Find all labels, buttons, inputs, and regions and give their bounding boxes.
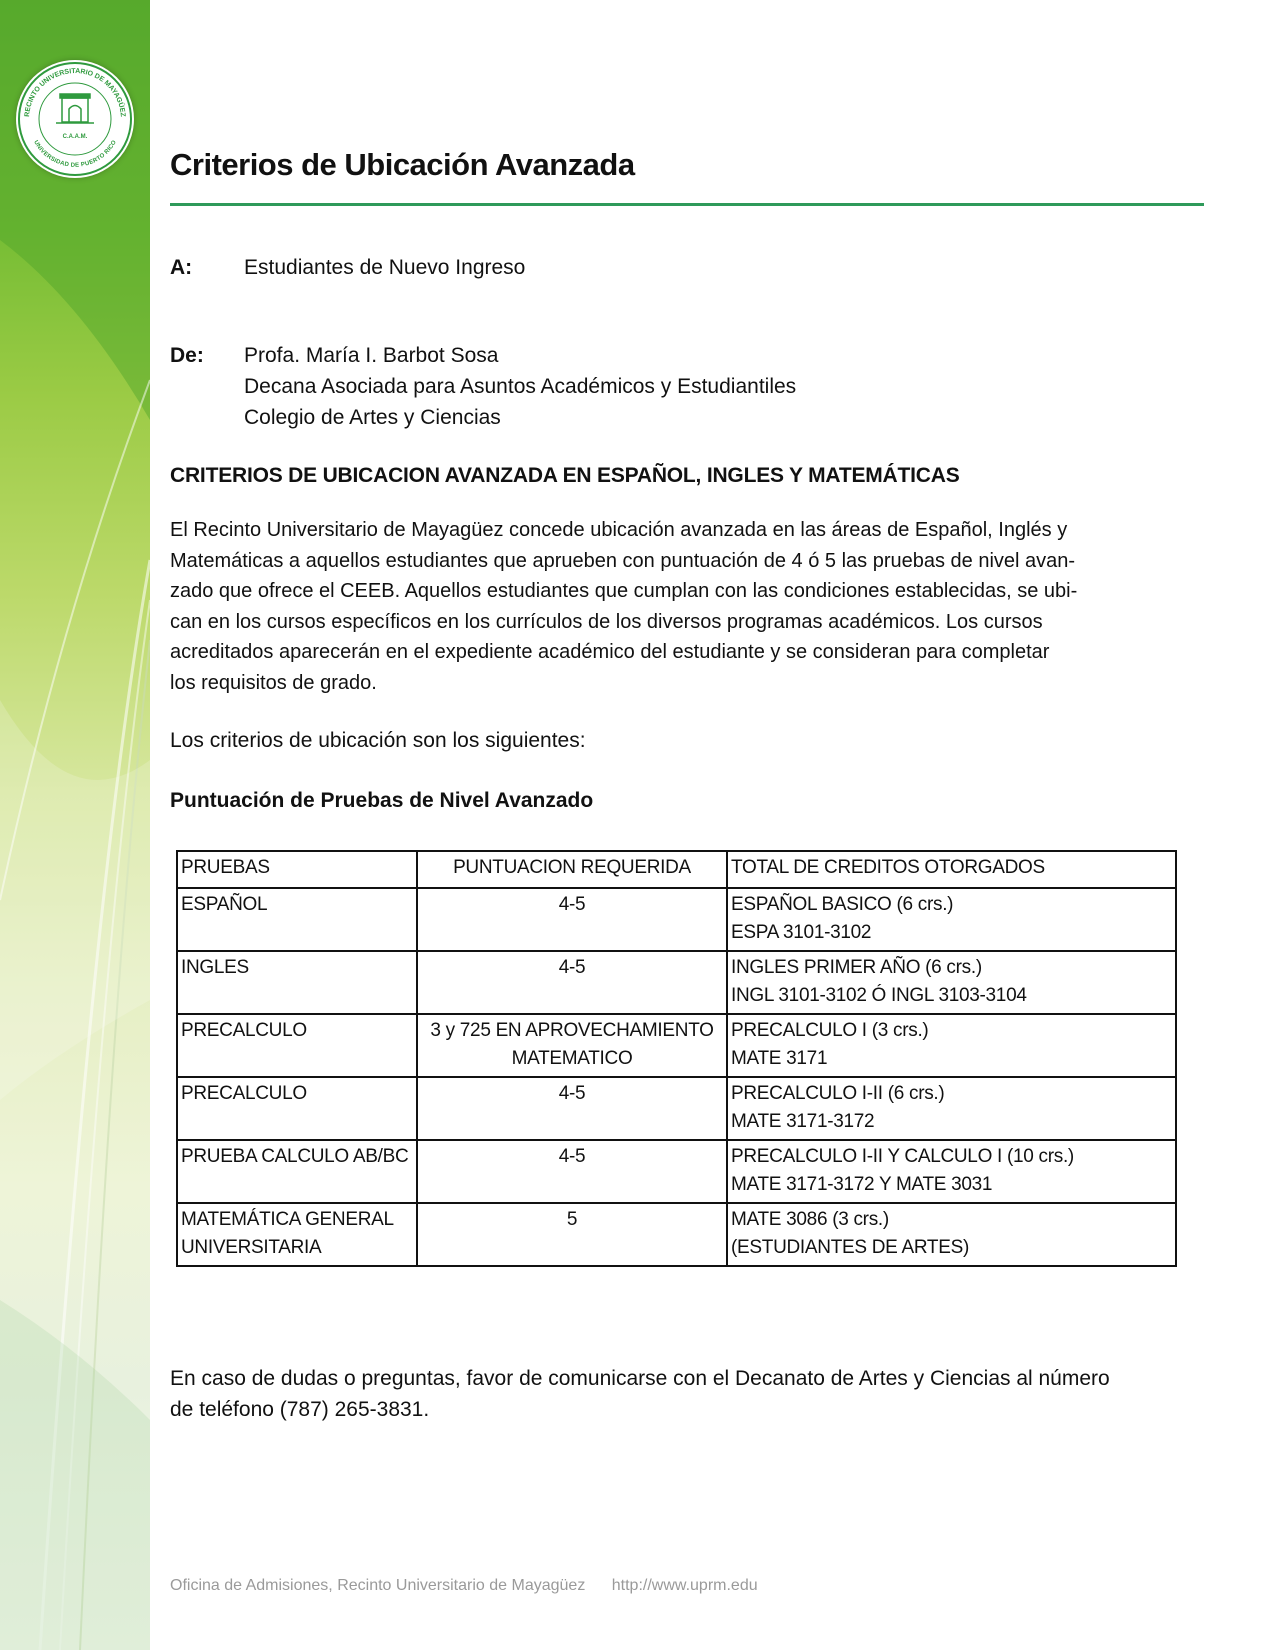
cell-creditos-line: MATE 3171 [731, 1048, 828, 1069]
cell-creditos-line: MATE 3171-3172 [731, 1111, 875, 1132]
footer-url-link[interactable]: http://www.uprm.edu [611, 1577, 758, 1594]
document-body [170, 0, 1204, 1637]
cell-puntuacion [417, 1077, 727, 1140]
body-line: acreditados aparecerán en el expediente académico del estudiante y se consideran para completar [170, 641, 1050, 663]
seal-ring-text-bottom: UNIVERSIDAD DE PUERTO RICO [32, 139, 118, 170]
cell-creditos-line: MATE 3086 (3 crs.) [731, 1209, 889, 1230]
table-header-row [177, 851, 1176, 888]
table-row [177, 951, 1176, 1014]
cell-prueba [177, 1140, 417, 1203]
cell-prueba [177, 951, 417, 1014]
cell-creditos-line: PRECALCULO I-II Y CALCULO I (10 crs.) [731, 1146, 1074, 1167]
cell-puntuacion-line: 4-5 [558, 894, 586, 915]
cell-creditos [727, 1140, 1176, 1203]
cell-creditos-line: ESPA 3101-3102 [731, 922, 872, 943]
sidebar-swoosh-graphic [0, 0, 150, 1650]
criteria-table [176, 850, 1177, 1267]
cell-puntuacion [417, 1140, 727, 1203]
title-divider [170, 203, 1204, 206]
cell-prueba-line: ESPAÑOL [181, 894, 268, 915]
cell-prueba-line: INGLES [181, 957, 249, 978]
seal-center-text: C.A.A.M. [62, 134, 88, 140]
memo-to [170, 252, 1204, 283]
to-value: Estudiantes de Nuevo Ingreso [244, 256, 526, 279]
cell-creditos-line: INGL 3101-3102 Ó INGL 3103-3104 [731, 985, 1027, 1006]
cell-puntuacion [417, 1014, 727, 1077]
cell-puntuacion [417, 1203, 727, 1266]
body-line: zado que ofrece el CEEB. Aquellos estudiantes que cumplan con las condiciones establecidas, se ubi- [170, 580, 1078, 602]
body-line: El Recinto Universitario de Mayagüez concede ubicación avanzada en las áreas de Español, Inglés y [170, 519, 1068, 541]
cell-creditos [727, 1077, 1176, 1140]
to-label: A: [170, 256, 193, 279]
cell-creditos [727, 888, 1176, 951]
cell-puntuacion [417, 951, 727, 1014]
decorative-sidebar [0, 0, 150, 1650]
cell-prueba-line: PRUEBA CALCULO AB/BC [181, 1146, 409, 1167]
from-name: Profa. María I. Barbot Sosa [244, 344, 499, 367]
cell-creditos-line: PRECALCULO I-II (6 crs.) [731, 1083, 945, 1104]
from-label: De: [170, 344, 204, 367]
cell-creditos-line: ESPAÑOL BASICO (6 crs.) [731, 894, 954, 915]
cell-creditos-line: MATE 3171-3172 Y MATE 3031 [731, 1174, 993, 1195]
header-pruebas: PRUEBAS [177, 851, 417, 888]
body-line: Matemáticas a aquellos estudiantes que aprueben con puntuación de 4 ó 5 las pruebas de nivel avan- [170, 549, 1076, 572]
table-row [177, 1140, 1176, 1203]
cell-prueba [177, 1014, 417, 1077]
cell-prueba-line: PRECALCULO [181, 1083, 307, 1104]
university-seal-logo [16, 60, 134, 178]
cell-puntuacion [417, 888, 727, 951]
header-puntuacion: PUNTUACION REQUERIDA [417, 851, 727, 888]
footer-office: Oficina de Admisiones, Recinto Universitario de Mayagüez [170, 1577, 586, 1594]
from-block [244, 340, 1204, 433]
cell-creditos [727, 951, 1176, 1014]
cell-puntuacion-line: 4-5 [558, 1083, 586, 1104]
cell-puntuacion-line: 4-5 [558, 957, 586, 978]
cell-creditos [727, 1203, 1176, 1266]
body-line: los requisitos de grado. [170, 671, 377, 694]
header-creditos: TOTAL DE CREDITOS OTORGADOS [727, 851, 1176, 888]
cell-puntuacion-line: 4-5 [558, 1146, 586, 1167]
cell-prueba [177, 1077, 417, 1140]
seal-ring-text-top: RECINTO UNIVERSITARIO DE MAYAGÜEZ [23, 67, 126, 118]
table-row [177, 1014, 1176, 1077]
contact-line: En caso de dudas o preguntas, favor de comunicarse con el Decanato de Artes y Ciencias al número [170, 1367, 1110, 1390]
cell-prueba [177, 888, 417, 951]
section-heading: CRITERIOS DE UBICACION AVANZADA EN ESPAÑOL, INGLES Y MATEMÁTICAS [170, 464, 960, 487]
cell-creditos [727, 1014, 1176, 1077]
table-row [177, 1203, 1176, 1266]
body-line: can en los cursos específicos en los currículos de los diversos programas académicos. Los cursos [170, 610, 1043, 633]
memo-from [170, 340, 1204, 433]
cell-puntuacion-line: 3 y 725 EN APROVECHAMIENTO [430, 1020, 714, 1041]
cell-creditos-line: PRECALCULO I (3 crs.) [731, 1020, 929, 1041]
body-paragraph [170, 515, 1204, 698]
contact-line: de teléfono (787) 265-3831. [170, 1398, 430, 1421]
footer [170, 1575, 1204, 1597]
contact-paragraph [170, 1363, 1204, 1425]
cell-prueba-line: MATEMÁTICA GENERAL [181, 1209, 394, 1230]
criteria-intro: Los criterios de ubicación son los siguientes: [170, 729, 586, 752]
from-college: Colegio de Artes y Ciencias [244, 406, 501, 429]
cell-creditos-line: (ESTUDIANTES DE ARTES) [731, 1237, 969, 1258]
table-row [177, 888, 1176, 951]
cell-prueba-line: UNIVERSITARIA [181, 1237, 322, 1258]
cell-puntuacion-line: MATEMATICO [511, 1048, 633, 1069]
table-row [177, 1077, 1176, 1140]
page-title: Criterios de Ubicación Avanzada [170, 147, 635, 182]
from-title: Decana Asociada para Asuntos Académicos y Estudiantiles [244, 375, 797, 398]
cell-puntuacion-line: 5 [566, 1209, 578, 1230]
cell-creditos-line: INGLES PRIMER AÑO (6 crs.) [731, 957, 982, 978]
table-subheading: Puntuación de Pruebas de Nivel Avanzado [170, 789, 594, 812]
cell-prueba-line: PRECALCULO [181, 1020, 307, 1041]
cell-prueba [177, 1203, 417, 1266]
